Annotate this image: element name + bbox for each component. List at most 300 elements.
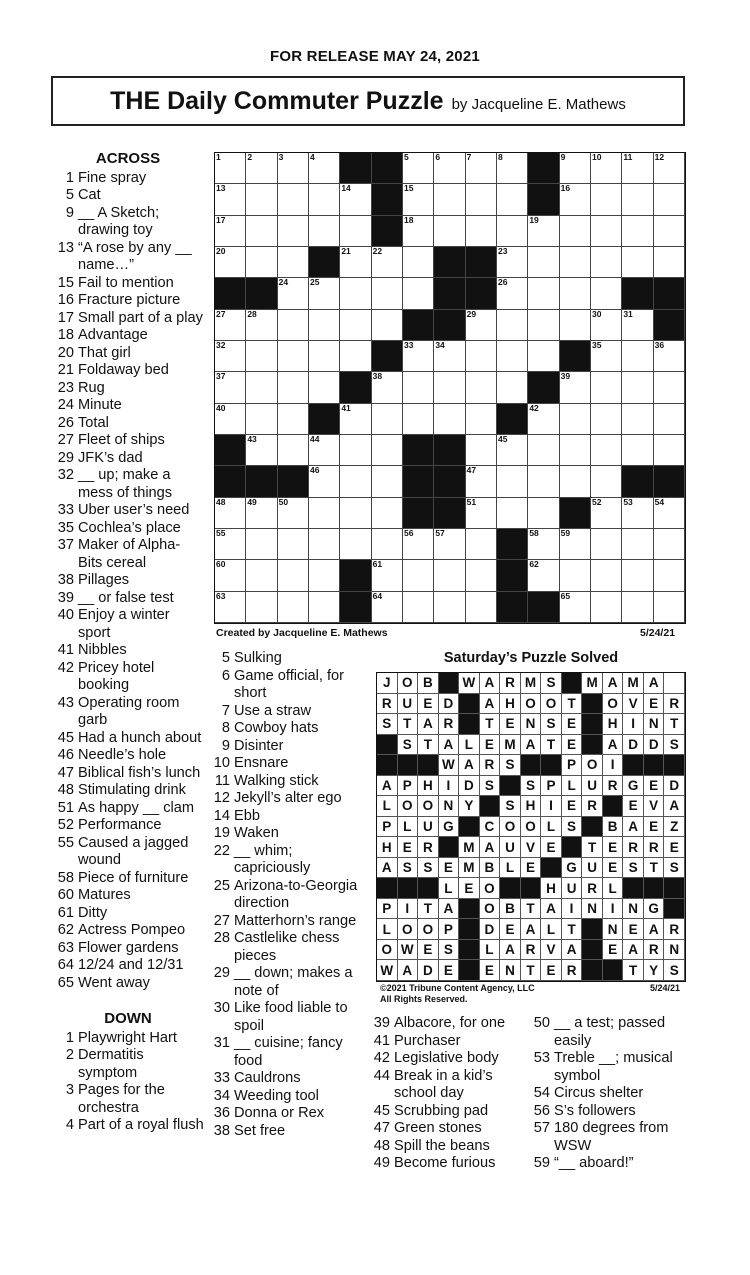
grid-cell[interactable] [372,592,403,623]
grid-cell[interactable] [466,435,497,466]
solved-letter: S [500,755,521,776]
clue-text: Piece of furniture [78,869,189,886]
grid-cell[interactable] [340,216,371,247]
grid-cell[interactable] [372,435,403,466]
clue-number: 27 [213,912,230,929]
grid-cell[interactable] [372,372,403,403]
grid-cell[interactable] [403,153,434,184]
grid-cell[interactable] [622,216,653,247]
clue-text: JFK’s dad [78,449,143,466]
solved-black-square [562,673,583,694]
grid-cell[interactable] [466,184,497,215]
clue-item [52,765,204,783]
solved-letter: A [439,735,460,756]
grid-cell[interactable] [654,404,685,435]
grid-cell[interactable] [560,278,591,309]
grid-cell[interactable] [497,153,528,184]
clue-text: Spill the beans [394,1137,490,1154]
grid-cell[interactable] [434,529,465,560]
grid-cell[interactable] [591,372,622,403]
clue-text: __ whim; capriciously [234,842,311,876]
grid-cell[interactable] [403,278,434,309]
clue-item [52,870,204,888]
solved-letter: O [398,796,419,817]
solved-letter: D [459,776,480,797]
grid-cell[interactable] [466,216,497,247]
solved-letter: N [500,960,521,981]
grid-cell[interactable] [591,466,622,497]
grid-cell[interactable] [403,216,434,247]
grid-cell[interactable] [309,466,340,497]
solved-letter: D [439,694,460,715]
grid-cell[interactable] [622,529,653,560]
grid-cell[interactable] [278,153,309,184]
grid-cell[interactable] [340,341,371,372]
grid-cell[interactable] [340,310,371,341]
grid-cell[interactable] [591,153,622,184]
solved-black-square [562,837,583,858]
grid-cell[interactable] [278,184,309,215]
grid-cell[interactable] [309,529,340,560]
cell-number: 28 [247,308,257,319]
grid-cell[interactable] [497,341,528,372]
grid-cell[interactable] [215,592,246,623]
grid-cell[interactable] [654,184,685,215]
solved-letter: M [500,735,521,756]
grid-cell[interactable] [434,341,465,372]
solved-black-square [582,735,603,756]
solved-letter: E [500,714,521,735]
grid-cell[interactable] [528,404,559,435]
grid-cell[interactable] [434,184,465,215]
grid-cell[interactable] [340,184,371,215]
grid-cell[interactable] [434,216,465,247]
solved-letter: E [562,735,583,756]
solved-black-square [582,694,603,715]
grid-cell[interactable] [654,435,685,466]
solved-letter: H [603,714,624,735]
solved-letter: A [623,940,644,961]
clue-number: 43 [57,694,74,711]
grid-cell[interactable] [528,310,559,341]
grid-cell[interactable] [560,560,591,591]
grid-cell[interactable] [560,310,591,341]
grid-cell[interactable] [466,466,497,497]
grid-cell[interactable] [528,341,559,372]
grid-black-square [434,247,465,278]
solved-black-square [623,878,644,899]
solved-letter: V [623,694,644,715]
grid-cell[interactable] [278,310,309,341]
grid-cell[interactable] [654,498,685,529]
grid-black-square [278,466,309,497]
grid-cell[interactable] [246,498,277,529]
grid-cell[interactable] [403,372,434,403]
grid-cell[interactable] [278,278,309,309]
grid-cell[interactable] [340,247,371,278]
grid-cell[interactable] [372,278,403,309]
grid-cell[interactable] [654,216,685,247]
grid-cell[interactable] [622,404,653,435]
cell-number: 61 [372,559,383,570]
grid-cell[interactable] [309,498,340,529]
grid-cell[interactable] [246,404,277,435]
solved-letter: W [439,755,460,776]
grid-black-square [309,247,340,278]
grid-cell[interactable] [560,529,591,560]
grid-cell[interactable] [340,278,371,309]
clue-item [208,668,368,703]
clue-number: 48 [57,782,74,798]
solved-letter: D [664,776,685,797]
grid-black-square [654,466,685,497]
grid-cell[interactable] [622,498,653,529]
grid-cell[interactable] [246,310,277,341]
grid-cell[interactable] [497,435,528,466]
grid-cell[interactable] [560,404,591,435]
grid-cell[interactable] [246,529,277,560]
grid-cell[interactable] [654,153,685,184]
grid-cell[interactable] [466,153,497,184]
grid-cell[interactable] [215,216,246,247]
solved-letter: I [398,899,419,920]
clue-text: Treble __; musical symbol [554,1050,673,1084]
grid-cell[interactable] [246,592,277,623]
grid-cell[interactable] [466,529,497,560]
grid-cell[interactable] [591,247,622,278]
clue-number: 52 [57,817,74,833]
puzzle-title: THE Daily Commuter Puzzle [110,86,444,115]
clue-text: Castlelike chess pieces [234,930,340,964]
solved-letter: M [582,673,603,694]
grid-cell[interactable] [215,153,246,184]
solved-puzzle-title: Saturday’s Puzzle Solved [443,650,619,666]
grid-cell[interactable] [215,404,246,435]
grid-cell[interactable] [372,560,403,591]
grid-cell[interactable] [340,404,371,435]
clue-number: 34 [213,1087,230,1104]
grid-cell[interactable] [309,278,340,309]
grid-cell[interactable] [434,560,465,591]
grid-cell[interactable] [466,560,497,591]
clue-number: 20 [57,344,74,361]
grid-cell[interactable] [215,247,246,278]
clue-text: Matterhorn’s range [234,912,357,929]
grid-cell[interactable] [591,404,622,435]
clue-item [208,790,368,808]
grid-black-square [403,498,434,529]
clue-item [208,825,368,843]
clue-number: 48 [373,1137,390,1154]
cell-number: 12 [654,152,665,162]
grid-cell[interactable] [372,466,403,497]
grid-cell[interactable] [591,529,622,560]
grid-cell[interactable] [403,560,434,591]
grid-cell[interactable] [215,372,246,403]
grid-cell[interactable] [528,247,559,278]
solved-letter: E [418,694,439,715]
grid-cell[interactable] [466,372,497,403]
grid-cell[interactable] [278,216,309,247]
solved-black-square [459,694,480,715]
cell-number: 41 [341,402,351,413]
solved-letter: S [500,796,521,817]
clue-number: 45 [373,1102,390,1119]
grid-cell[interactable] [528,498,559,529]
grid-cell[interactable] [591,560,622,591]
grid-cell[interactable] [309,184,340,215]
cell-number: 1 [216,152,221,162]
grid-cell[interactable] [654,372,685,403]
grid-cell[interactable] [654,560,685,591]
cell-number: 37 [216,371,226,382]
grid-cell[interactable] [622,592,653,623]
grid-cell[interactable] [528,529,559,560]
clue-number: 6 [221,667,230,684]
grid-cell[interactable] [246,372,277,403]
solved-letter: O [500,817,521,838]
grid-cell[interactable] [466,341,497,372]
grid-cell[interactable] [403,247,434,278]
grid-cell[interactable] [215,341,246,372]
grid-cell[interactable] [528,560,559,591]
clue-number: 42 [373,1050,390,1066]
solved-letter: A [480,673,501,694]
cell-number: 7 [466,152,472,162]
grid-cell[interactable] [528,435,559,466]
grid-cell[interactable] [560,592,591,623]
grid-cell[interactable] [622,247,653,278]
grid-cell[interactable] [246,247,277,278]
grid-cell[interactable] [278,560,309,591]
grid-cell[interactable] [278,404,309,435]
clue-number: 29 [57,449,74,466]
solved-letter: S [480,776,501,797]
grid-cell[interactable] [654,592,685,623]
cell-number: 44 [310,434,320,444]
clue-text: That girl [78,344,131,361]
grid-cell[interactable] [622,153,653,184]
grid-cell[interactable] [591,216,622,247]
clue-number: 39 [373,1015,390,1031]
grid-cell[interactable] [246,184,277,215]
grid-cell[interactable] [622,435,653,466]
solved-black-square [480,796,501,817]
grid-cell[interactable] [466,498,497,529]
grid-cell[interactable] [403,341,434,372]
cell-number: 2 [247,152,253,162]
grid-black-square [622,278,653,309]
grid-cell[interactable] [278,372,309,403]
grid-cell[interactable] [278,498,309,529]
grid-cell[interactable] [309,341,340,372]
grid-cell[interactable] [497,216,528,247]
grid-cell[interactable] [309,310,340,341]
grid-cell[interactable] [560,153,591,184]
grid-cell[interactable] [591,278,622,309]
clue-item [368,1015,528,1033]
clue-number: 18 [57,327,74,343]
clue-number: 41 [373,1032,390,1049]
clue-text: Rug [78,379,105,396]
solved-letter: Y [644,960,665,981]
grid-black-square [309,404,340,435]
grid-cell[interactable] [340,466,371,497]
grid-cell[interactable] [340,435,371,466]
clue-item [52,1047,204,1082]
grid-cell[interactable] [654,341,685,372]
clue-text: Fracture picture [78,292,181,308]
clue-text: __ A Sketch; drawing toy [78,204,160,238]
grid-cell[interactable] [560,372,591,403]
grid-cell[interactable] [528,216,559,247]
grid-cell[interactable] [215,310,246,341]
grid-cell[interactable] [246,435,277,466]
down-clue-list [52,1030,204,1135]
clue-text: Legislative body [394,1050,499,1066]
grid-cell[interactable] [622,184,653,215]
grid-cell[interactable] [278,435,309,466]
grid-cell[interactable] [528,466,559,497]
cell-number: 18 [404,214,414,225]
grid-cell[interactable] [497,498,528,529]
grid-cell[interactable] [591,498,622,529]
grid-cell[interactable] [622,310,653,341]
grid-cell[interactable] [497,247,528,278]
grid-cell[interactable] [372,310,403,341]
grid-cell[interactable] [215,498,246,529]
grid-cell[interactable] [372,529,403,560]
grid-cell[interactable] [403,184,434,215]
solved-letter: T [644,858,665,879]
solved-letter: G [644,899,665,920]
grid-cell[interactable] [497,310,528,341]
grid-cell[interactable] [372,498,403,529]
grid-cell[interactable] [403,529,434,560]
solved-letter: E [623,919,644,940]
grid-cell[interactable] [215,529,246,560]
grid-cell[interactable] [591,435,622,466]
grid-cell[interactable] [246,216,277,247]
solved-black-square [439,837,460,858]
solved-letter: O [398,919,419,940]
grid-cell[interactable] [372,247,403,278]
solved-letter: H [377,837,398,858]
grid-cell[interactable] [434,153,465,184]
grid-cell[interactable] [246,560,277,591]
grid-cell[interactable] [246,341,277,372]
grid-cell[interactable] [591,184,622,215]
grid-cell[interactable] [215,560,246,591]
grid-cell[interactable] [466,310,497,341]
clue-item [368,1155,528,1173]
solved-letter: U [398,694,419,715]
grid-cell[interactable] [309,560,340,591]
solved-letter: S [664,735,685,756]
grid-cell[interactable] [340,498,371,529]
clue-text: Weeding tool [234,1087,319,1104]
grid-cell[interactable] [591,592,622,623]
grid-cell[interactable] [340,529,371,560]
solved-letter: A [480,837,501,858]
clue-item [208,1105,368,1123]
grid-cell[interactable] [497,466,528,497]
solved-letter: M [623,673,644,694]
solved-letter: R [582,796,603,817]
solved-letter: T [541,735,562,756]
grid-cell[interactable] [434,592,465,623]
grid-cell[interactable] [434,404,465,435]
grid-cell[interactable] [246,153,277,184]
cell-number: 9 [560,152,566,162]
grid-cell[interactable] [560,435,591,466]
clue-text: Had a hunch about [78,729,202,746]
solved-letter: L [500,858,521,879]
grid-cell[interactable] [560,466,591,497]
grid-cell[interactable] [622,341,653,372]
grid-cell[interactable] [403,592,434,623]
solved-letter: I [603,755,624,776]
clue-item [52,1030,204,1048]
clue-number: 39 [57,589,74,606]
solved-letter: T [664,714,685,735]
grid-cell[interactable] [215,184,246,215]
clue-text: Playwright Hart [78,1029,177,1046]
solved-letter: L [398,817,419,838]
clue-number: 2 [65,1047,74,1063]
solved-letter: R [664,694,685,715]
grid-cell[interactable] [622,372,653,403]
grid-cell[interactable] [309,592,340,623]
grid-cell[interactable] [309,435,340,466]
grid-cell[interactable] [622,560,653,591]
solved-letter: R [562,960,583,981]
grid-cell[interactable] [497,278,528,309]
solved-letter: A [480,694,501,715]
grid-cell[interactable] [466,404,497,435]
grid-cell[interactable] [560,184,591,215]
solved-letter: W [377,960,398,981]
grid-cell[interactable] [591,341,622,372]
grid-cell[interactable] [591,310,622,341]
grid-cell[interactable] [372,404,403,435]
solved-letter: T [418,899,439,920]
grid-cell[interactable] [654,529,685,560]
grid-cell[interactable] [560,247,591,278]
grid-cell[interactable] [278,529,309,560]
grid-cell[interactable] [403,404,434,435]
down-clue-list [368,1015,528,1173]
crossword-grid[interactable] [214,152,686,624]
grid-cell[interactable] [278,341,309,372]
grid-cell[interactable] [528,278,559,309]
grid-cell[interactable] [309,153,340,184]
grid-cell[interactable] [309,372,340,403]
solved-letter: T [521,899,542,920]
grid-cell[interactable] [654,247,685,278]
grid-cell[interactable] [497,184,528,215]
grid-cell[interactable] [278,592,309,623]
grid-date: 5/24/21 [640,627,676,639]
grid-cell[interactable] [309,216,340,247]
grid-cell[interactable] [278,247,309,278]
solved-letter: A [664,796,685,817]
clue-number: 63 [57,939,74,956]
grid-cell[interactable] [434,372,465,403]
grid-cell[interactable] [497,372,528,403]
grid-cell[interactable] [560,216,591,247]
grid-cell[interactable] [466,592,497,623]
